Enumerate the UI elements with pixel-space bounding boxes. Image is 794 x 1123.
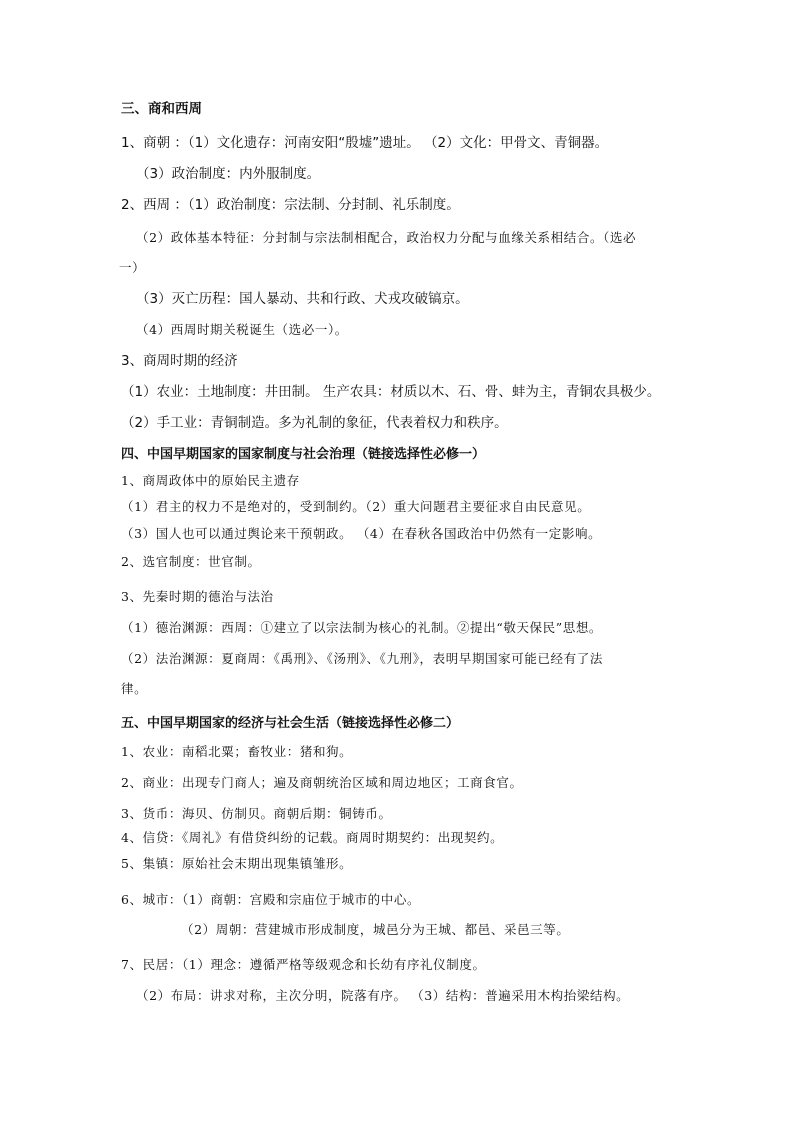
s3-line-8: 3、商周时期的经济 (121, 353, 238, 369)
s5-line-6: 6、城市：（1）商朝：宫殿和宗庙位于城市的中心。 (121, 892, 421, 907)
s4-line-8: 律。 (121, 681, 148, 696)
s4-line-7: （2）法治渊源：夏商周：《禹刑》、《汤刑》、《九刑》，表明早期国家可能已经有了法 (121, 651, 603, 666)
s4-line-1: 1、商周政体中的原始民主遗存 (121, 473, 300, 488)
s5-line-4: 4、信贷：《周礼》有借贷纠纷的记载。商周时期契约：出现契约。 (121, 830, 504, 845)
s4-line-2: （1）君主的权力不是绝对的，受到制约。（2）重大问题君主要征求自由民意见。 (121, 499, 591, 514)
s5-line-5: 5、集镇：原始社会末期出现集镇雏形。 (121, 856, 353, 871)
s5-line-3: 3、货币：海贝、仿制贝。商朝后期：铜铸币。 (121, 806, 392, 821)
s4-line-4: 2、选官制度：世官制。 (121, 554, 261, 569)
section-5-heading: 五、中国早期国家的经济与社会生活（链接选择性必修二） (121, 716, 460, 731)
s5-line-7: （2）周朝：营建城市形成制度，城邑分为王城、都邑、采邑三等。 (181, 922, 570, 937)
s4-line-5: 3、先秦时期的德治与法治 (121, 589, 274, 604)
section-3-heading: 三、商和西周 (121, 101, 202, 117)
s5-line-2: 2、商业：出现专门商人；遍及商朝统治区域和周边地区；工商食官。 (121, 775, 523, 790)
s3-line-6: （3）灭亡历程：国人暴动、共和行政、犬戎攻破镐京。 (136, 291, 469, 307)
s3-line-1: 1、商朝 ：（1）文化遗存：河南安阳“殷墟”遗址。 （2）文化：甲骨文、青铜器。 (121, 135, 609, 151)
s3-line-7: （4）西周时期关税诞生（选必一）。 (136, 322, 348, 337)
s3-line-4: （2）政体基本特征：分封制与宗法制相配合，政治权力分配与血缘关系相结合。（选必 (136, 230, 637, 245)
s5-line-9: （2）布局：讲求对称，主次分明，院落有序。 （3）结构：普遍采用木构抬梁结构。 (136, 988, 630, 1003)
s3-line-5: 一） (119, 260, 146, 275)
s4-line-6: （1）德治渊源：西周：①建立了以宗法制为核心的礼制。②提出“敬天保民”思想。 (121, 620, 603, 635)
s3-line-10: （2）手工业：青铜制造。多为礼制的象征，代表着权力和秩序。 (121, 415, 508, 431)
s5-line-1: 1、农业：南稻北粟；畜牧业：猪和狗。 (121, 744, 353, 759)
s4-line-3: （3）国人也可以通过舆论来干预朝政。 （4）在春秋各国政治中仍然有一定影响。 (121, 526, 602, 541)
s5-line-8: 7、民居：（1）理念：遵循严格等级观念和长幼有序礼仪制度。 (121, 957, 486, 972)
s3-line-3: 2、西周 ：（1）政治制度：宗法制、分封制、礼乐制度。 (121, 197, 460, 213)
section-4-heading: 四、中国早期国家的国家制度与社会治理（链接选择性必修一） (121, 447, 486, 462)
s3-line-2: （3）政治制度：内外服制度。 (136, 166, 321, 182)
s3-line-9: （1）农业：土地制度：井田制。 生产农具：材质以木、石、骨、蚌为主，青铜农具极少。 (121, 384, 661, 400)
